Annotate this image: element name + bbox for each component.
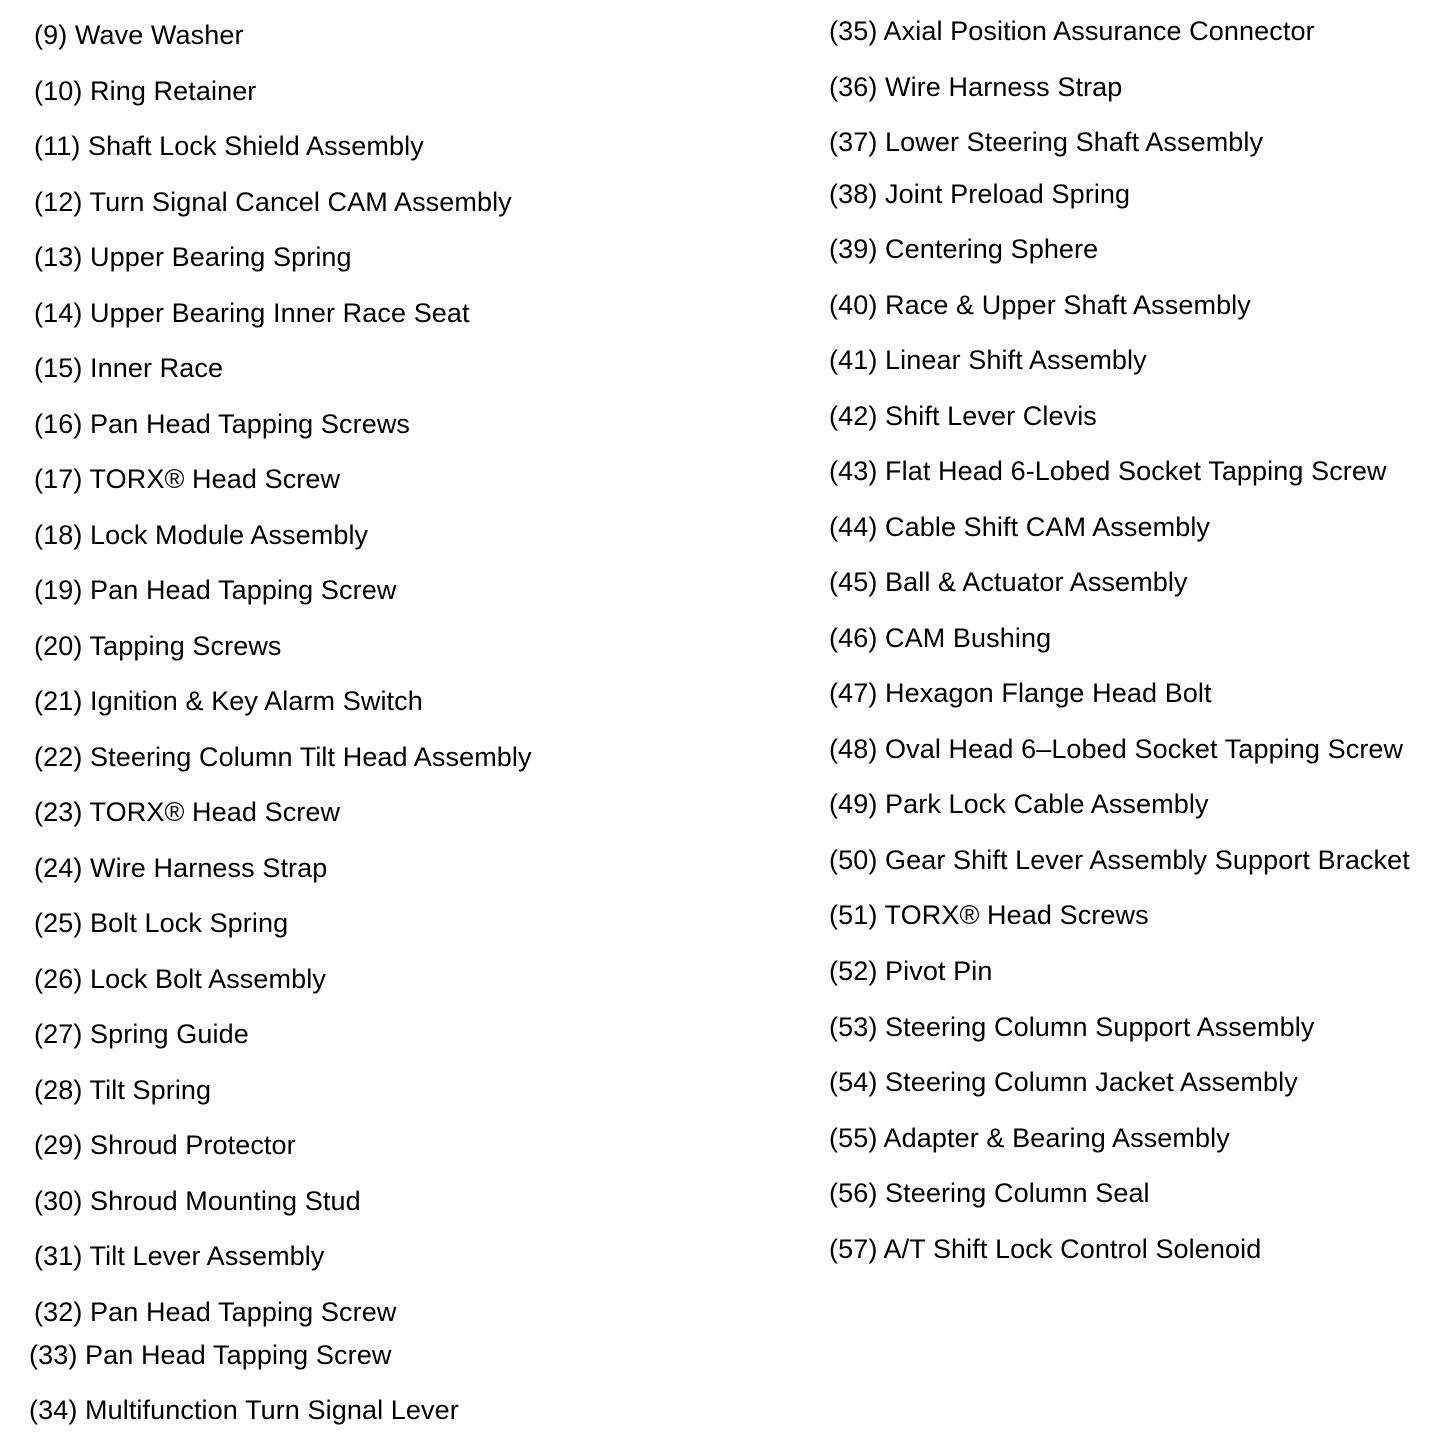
legend-item-29: (29) Shroud Protector bbox=[34, 1130, 296, 1160]
legend-item-13: (13) Upper Bearing Spring bbox=[34, 242, 352, 272]
legend-item-9: (9) Wave Washer bbox=[34, 20, 244, 50]
legend-item-47: (47) Hexagon Flange Head Bolt bbox=[829, 678, 1212, 708]
legend-item-33: (33) Pan Head Tapping Screw bbox=[29, 1340, 392, 1370]
legend-item-41: (41) Linear Shift Assembly bbox=[829, 345, 1147, 375]
legend-item-43: (43) Flat Head 6-Lobed Socket Tapping Screw bbox=[829, 456, 1387, 486]
legend-item-36: (36) Wire Harness Strap bbox=[829, 72, 1123, 102]
legend-item-25: (25) Bolt Lock Spring bbox=[34, 908, 289, 938]
legend-item-32: (32) Pan Head Tapping Screw bbox=[34, 1297, 397, 1327]
legend-item-49: (49) Park Lock Cable Assembly bbox=[829, 789, 1209, 819]
legend-item-56: (56) Steering Column Seal bbox=[829, 1178, 1150, 1208]
legend-item-45: (45) Ball & Actuator Assembly bbox=[829, 567, 1188, 597]
legend-item-18: (18) Lock Module Assembly bbox=[34, 520, 369, 550]
legend-item-46: (46) CAM Bushing bbox=[829, 623, 1052, 653]
legend-item-37: (37) Lower Steering Shaft Assembly bbox=[829, 127, 1264, 157]
legend-item-28: (28) Tilt Spring bbox=[34, 1075, 212, 1105]
legend-item-10: (10) Ring Retainer bbox=[34, 76, 257, 106]
legend-item-11: (11) Shaft Lock Shield Assembly bbox=[34, 131, 424, 161]
legend-item-50: (50) Gear Shift Lever Assembly Support Bracket bbox=[829, 845, 1410, 875]
legend-item-23: (23) TORX® Head Screw bbox=[34, 797, 341, 827]
legend-item-30: (30) Shroud Mounting Stud bbox=[34, 1186, 361, 1216]
legend-item-14: (14) Upper Bearing Inner Race Seat bbox=[34, 298, 470, 328]
legend-item-16: (16) Pan Head Tapping Screws bbox=[34, 409, 411, 439]
legend-item-53: (53) Steering Column Support Assembly bbox=[829, 1012, 1315, 1042]
legend-item-38: (38) Joint Preload Spring bbox=[829, 179, 1131, 209]
legend-item-12: (12) Turn Signal Cancel CAM Assembly bbox=[34, 187, 512, 217]
legend-item-21: (21) Ignition & Key Alarm Switch bbox=[34, 686, 423, 716]
legend-item-17: (17) TORX® Head Screw bbox=[34, 464, 341, 494]
legend-item-55: (55) Adapter & Bearing Assembly bbox=[829, 1123, 1230, 1153]
legend-item-22: (22) Steering Column Tilt Head Assembly bbox=[34, 742, 532, 772]
legend-item-20: (20) Tapping Screws bbox=[34, 631, 282, 661]
legend-item-54: (54) Steering Column Jacket Assembly bbox=[829, 1067, 1298, 1097]
legend-item-42: (42) Shift Lever Clevis bbox=[829, 401, 1097, 431]
legend-item-52: (52) Pivot Pin bbox=[829, 956, 993, 986]
legend-item-44: (44) Cable Shift CAM Assembly bbox=[829, 512, 1211, 542]
legend-item-39: (39) Centering Sphere bbox=[829, 234, 1099, 264]
legend-item-24: (24) Wire Harness Strap bbox=[34, 853, 328, 883]
legend-item-34: (34) Multifunction Turn Signal Lever bbox=[29, 1395, 459, 1425]
legend-item-35: (35) Axial Position Assurance Connector bbox=[829, 16, 1315, 46]
legend-item-31: (31) Tilt Lever Assembly bbox=[34, 1241, 325, 1271]
legend-item-57: (57) A/T Shift Lock Control Solenoid bbox=[829, 1234, 1262, 1264]
legend-item-19: (19) Pan Head Tapping Screw bbox=[34, 575, 397, 605]
legend-item-48: (48) Oval Head 6–Lobed Socket Tapping Screw bbox=[829, 734, 1404, 764]
legend-item-51: (51) TORX® Head Screws bbox=[829, 900, 1149, 930]
legend-item-40: (40) Race & Upper Shaft Assembly bbox=[829, 290, 1251, 320]
legend-item-26: (26) Lock Bolt Assembly bbox=[34, 964, 326, 994]
legend-item-15: (15) Inner Race bbox=[34, 353, 224, 383]
legend-item-27: (27) Spring Guide bbox=[34, 1019, 249, 1049]
